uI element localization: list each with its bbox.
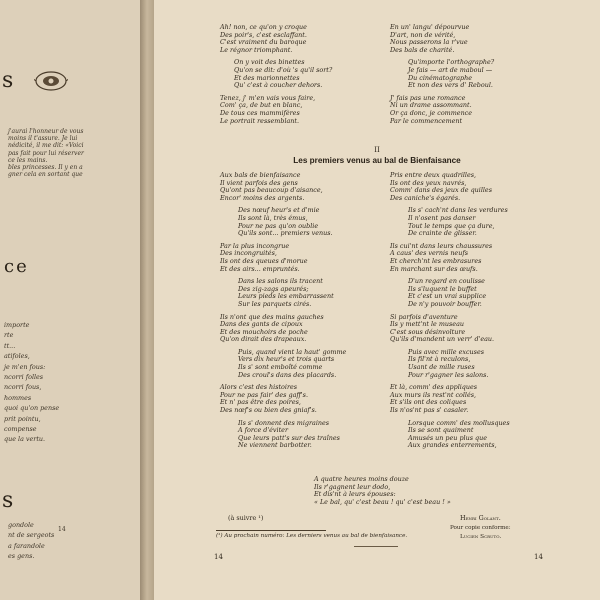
left-line: nédicité, il me dit: «Voici [8,142,84,150]
verse-line: Des incongruités, [220,249,277,258]
left-line: hommes [4,393,32,402]
ornament-icon [34,70,68,92]
left-line: que la vertu. [4,435,46,444]
verse-line: D'art, non de vérité, [390,30,456,39]
left-line: gondole [8,521,34,529]
verse-line: Et des airs... empruntés. [220,264,300,273]
verse-line: Ils se sont quaiment [408,426,474,435]
left-line: rte [4,331,14,340]
left-line: tt... [4,341,16,350]
middle-right-column [390,172,510,450]
verse-line: Et c'est un vrai supplice [408,292,487,301]
left-line: moins il t'assure. Je lui [8,135,78,143]
verse-line: Lorsque comm' des mollusques [408,418,510,427]
verse-line: Aux bals de bienfaisance [220,171,301,179]
verse-line: Le régnor triomphant. [220,45,293,54]
verse-line: Ils s' donnent des migraines [238,418,330,427]
verse-line: Pour ne pas qu'on oublie [238,221,319,230]
left-text-block-a [8,128,84,178]
verse-line: Qu'ils d'mandent un verr' d'eau. [390,335,495,344]
left-text-block-c [8,520,54,562]
verse-line: « Le bal, qu' c'est beau ! qu' c'est beau ! » [314,497,451,506]
verse-line: Des nœuf heur's et d'mie [238,206,320,215]
verse-line: Qu'importe l'orthographe? [408,58,495,67]
left-line: es gens. [8,552,35,561]
verse-line: Ils r'gagnent leur dodo, [314,482,391,491]
top-left-column [220,24,332,125]
left-text-block-b [4,320,59,445]
verse-line: Des nœf's ou bien des gniaf's. [220,406,317,415]
final-stanza [314,476,451,506]
verse-line: Com' ça, de but en blanc, [220,101,303,110]
verse-line: Pour ne pas fair' des gaff's. [220,390,308,399]
verse-line: Le portrait ressemblant. [220,116,300,125]
verse-line: Or ça donc, je commence [390,108,473,117]
copy-signature: Lucien Scruto. [460,534,502,540]
left-line: a farandole [8,541,45,550]
left-line: ncorri folles [4,373,44,382]
verse-line: Et là, comm' des appliques [390,383,478,392]
verse-line: Qu' c'est à coucher dehors. [234,81,323,90]
verse-line: Ils cui'nt dans leurs chaussures [390,241,493,250]
verse-line: Nous passerons la r'vue [390,38,468,47]
left-line: j'aurai l'honneur de vous [8,128,84,135]
verse-line: Et non des vers d' Reboul. [408,81,493,90]
verse-line: De n'y pouvoir bouffer. [408,299,482,308]
verse-line: Puis avec mille excuses [408,347,485,356]
verse-line: Pour r'gagner les salons. [408,370,489,379]
verse-line: Vers dix heur's et trois quarts [238,355,335,364]
verse-line: Par le commencement [390,116,463,125]
left-heading-fragment: ce [4,256,29,277]
verse-line: Ils ont des yeux navrés, [390,178,467,187]
verse-line: Ils s'luquent le buffet [408,284,477,293]
left-line: bles princesses. Il y en a [8,164,83,172]
left-line: ce les mains. [8,156,48,164]
verse-line: Et des marionnettes [234,73,300,82]
verse-line: Je fais — art de maboul — [408,65,493,74]
verse-line: En marchant sur des œufs. [390,264,478,273]
section-number: II [374,146,380,154]
footnote-rule [216,530,326,531]
divider-flourish [354,546,398,547]
verse-line: En un' langu' dépourvue [390,23,470,31]
left-fragment-s-bottom: s [2,488,14,513]
middle-left-column [220,172,346,450]
verse-line: Ah! non, ce qu'on y croque [220,23,307,31]
verse-line: Et n' pas être des poires, [220,398,301,407]
left-page-number: 14 [58,526,66,533]
verse-line: Des zig-zags apeurés; [238,284,309,293]
left-line: je m'en fous: [4,362,46,371]
page-number-left: 14 [214,553,223,561]
verse-line: Pris entre deux quadrilles, [390,171,477,179]
left-line: pas fait pour lui réserver [8,149,84,157]
verse-line: Qu'on dirait des drapeaux. [220,335,307,344]
verse-line: Sur les parquets cirés. [238,299,312,308]
to-be-continued: (à suivre ¹) [228,514,264,522]
verse-line: Ils n'os'nt pas s' casaler. [390,406,469,415]
right-page [154,0,600,600]
verse-line: Dans les salons ils tracent [238,277,323,286]
verse-line: Ils n'ont que des mains gauches [220,312,324,321]
left-line: compense [4,425,37,434]
left-line: ncorri fous, [4,383,42,392]
left-line: prit pointu, [4,414,41,423]
left-line: importe [4,321,30,329]
verse-line: Encor' moins des argents. [220,193,305,202]
top-right-column [390,24,494,125]
verse-line: Amusés un peu plus que [408,433,487,442]
verse-line: Des croul's dans des placards. [238,370,337,379]
left-page [0,0,140,600]
verse-line: Ils y mett'nt le museau [390,320,464,329]
verse-line: Aux grandes enterrements, [408,441,497,450]
left-fragment-s-top: s [2,68,14,93]
footnote: (¹) Au prochain numéro: Les derniers venus au bal de bienfaisance. [216,533,408,539]
verse-line: Tenez, j' m'en vais vous faire, [220,93,316,102]
left-line: atifoles, [4,352,30,361]
verse-line: Usant de mille ruses [408,363,475,372]
verse-line: On y voit des binettes [234,58,305,67]
verse-line: Et des mouchoirs de poche [220,327,308,336]
verse-line: A quatre heures moins douze [314,475,409,483]
verse-line: Ne viennent barbotter. [238,441,312,450]
verse-line: Que leurs patt's sur des traînes [238,433,340,442]
verse-line: Aux murs ils rest'nt collés, [390,390,477,399]
verse-line: C'est sous désinvolture [390,327,466,336]
verse-line: Ils s' cach'nt dans les verdures [408,206,508,215]
verse-line: J' fais pas une romance [390,93,466,102]
verse-line: Qu'ont pas beaucoup d'aisance, [220,186,323,195]
verse-line: Si parfois d'aventure [390,312,458,321]
verse-line: Des caniche's égarés. [390,193,461,202]
verse-line: Qu'on se dit: d'où 's qu'il sort? [234,65,333,74]
verse-line: D'un regard en coulisse [408,277,485,286]
verse-line: Des bals de charité. [390,45,455,54]
verse-line: Ils ont des queues d'morue [220,256,308,265]
verse-line: Des poir's, c'est esclaffant. [220,30,307,39]
verse-line: Et dis'nt à leurs épouses: [314,490,396,499]
author-signature: Henri Golant. [460,514,501,522]
verse-line: A force d'éviter [238,426,288,435]
left-line: nt de sergeots [8,531,55,540]
verse-line: Tout le temps que ça dure, [408,221,495,230]
verse-line: Par la plus incongrue [220,241,290,250]
page-number-right: 14 [534,553,543,561]
verse-line: Il n'osent pas danser [408,213,476,222]
left-line: quoi qu'on pense [4,404,60,413]
verse-line: De crainte de glisser. [408,229,477,238]
verse-line: Leurs pieds les embarrassent [238,292,334,301]
verse-line: Puis, quand vient la haut' gomme [238,347,347,356]
verse-line: Dans des gants de cipoux [220,320,303,329]
book-spine [140,0,154,600]
verse-line: Et s'ils ont des coliques [390,398,467,407]
verse-line: A caus' des vernis neufs [390,249,468,258]
verse-line: Ils fil'nt à reculons, [408,355,471,364]
verse-line: Et cherch'nt les embrasures [390,256,482,265]
verse-line: Alors c'est des histoires [220,383,298,392]
verse-line: Ils sont là, très émus, [238,213,308,222]
verse-line: Comm' dans des jeux de quilles [390,186,492,195]
verse-line: De tous ces mammifères [220,108,300,117]
verse-line: C'est vraiment du baroque [220,38,307,47]
left-line: gner cela en sortant que [8,171,83,179]
verse-line: Ni un drame assommant. [390,101,472,110]
verse-line: Ils s' sont emboîté comme [238,363,323,372]
section-title: Les premiers venus au bal de Bienfaisance [293,156,461,165]
verse-line: Il vient parfois des gens [220,178,298,187]
copy-conform-label: Pour copie conforme: [450,525,511,531]
verse-line: Du cinématographe [408,73,473,82]
verse-line: Qu'ils sont... premiers venus. [238,229,333,238]
